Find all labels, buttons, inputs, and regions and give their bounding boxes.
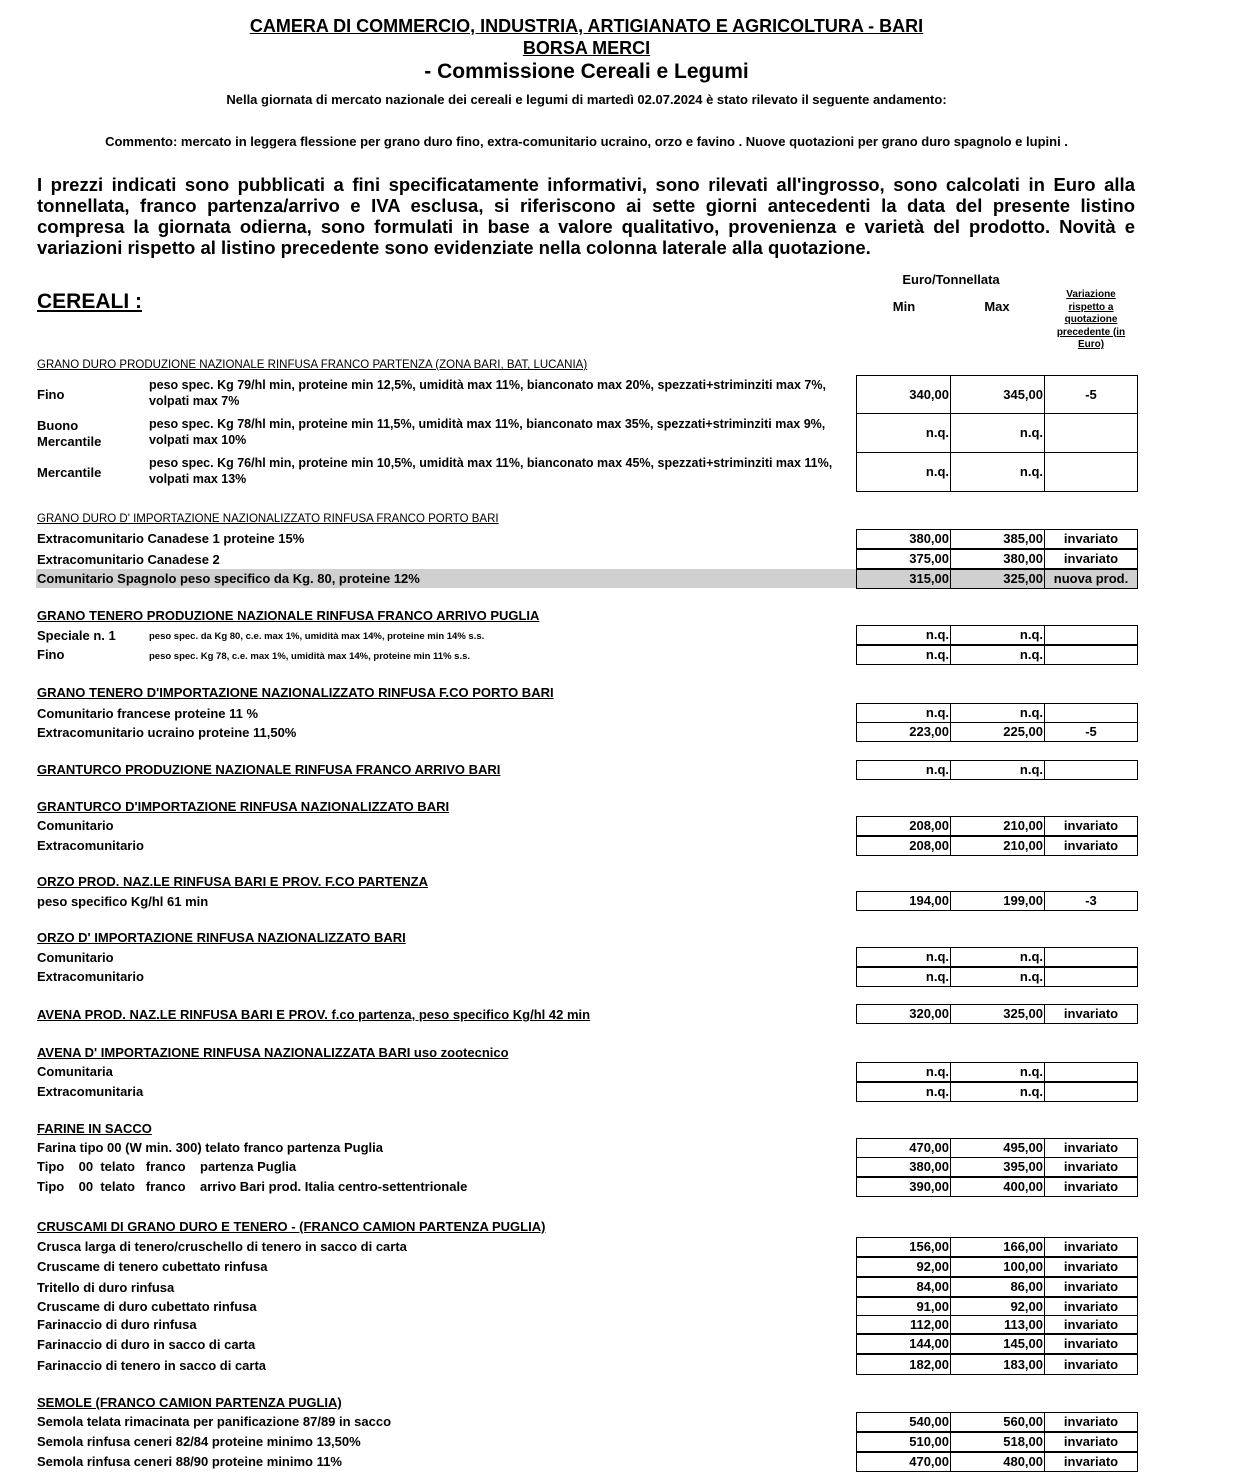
row-label: Cruscame di duro cubettato rinfusa — [37, 1299, 257, 1314]
price-max: 345,00 — [950, 375, 1045, 414]
price-max: 325,00 — [950, 569, 1045, 589]
price-variation — [1044, 625, 1138, 645]
row-label: Mercantile — [37, 465, 102, 480]
price-min: 540,00 — [856, 1412, 951, 1432]
row-description: peso spec. da Kg 80, c.e. max 1%, umidità max 14%, proteine min 14% s.s. — [149, 631, 485, 642]
price-max: 92,00 — [950, 1297, 1045, 1316]
section-title: SEMOLE (FRANCO CAMION PARTENZA PUGLIA) — [37, 1395, 342, 1410]
row-label: Tipo 00 telato franco partenza Puglia — [37, 1159, 297, 1174]
price-max: 100,00 — [950, 1257, 1045, 1277]
price-min: 84,00 — [856, 1277, 951, 1297]
row-label: Fino — [37, 647, 65, 662]
price-min: 194,00 — [856, 891, 951, 911]
price-min: 208,00 — [856, 836, 951, 856]
price-min: 156,00 — [856, 1237, 951, 1257]
price-max: 113,00 — [950, 1315, 1045, 1334]
price-max: 166,00 — [950, 1237, 1045, 1257]
price-max: n.q. — [950, 967, 1045, 987]
price-min: n.q. — [856, 452, 951, 492]
row-label: Farina tipo 00 (W min. 300) telato franco partenza Puglia — [37, 1140, 384, 1155]
section-title: AVENA PROD. NAZ.LE RINFUSA BARI E PROV. f.co partenza, peso specifico Kg/hl 42 min — [37, 1007, 591, 1022]
row-label: Comunitaria — [37, 1064, 113, 1079]
price-min: 375,00 — [856, 549, 951, 569]
price-variation: -5 — [1044, 375, 1138, 414]
row-label: Semola telata rimacinata per panificazione 87/89 in sacco — [37, 1414, 392, 1429]
price-variation — [1044, 703, 1138, 723]
price-max: 385,00 — [950, 529, 1045, 549]
price-variation: -3 — [1044, 891, 1138, 911]
price-variation: -5 — [1044, 722, 1138, 742]
section-title: GRANO DURO D' IMPORTAZIONE NAZIONALIZZATO RINFUSA FRANCO PORTO BARI — [37, 513, 499, 525]
price-variation: nuova prod. — [1044, 569, 1138, 589]
market-intro: Nella giornata di mercato nazionale dei cereali e legumi di martedì 02.07.2024 è stato rilevato il seguente andamento: — [226, 92, 947, 107]
price-variation — [1044, 947, 1138, 967]
min-header: Min — [892, 299, 916, 314]
price-variation: invariato — [1044, 836, 1138, 856]
price-variation — [1044, 760, 1138, 780]
row-label: Comunitario Spagnolo peso specifico da Kg. 80, proteine 12% — [37, 571, 420, 586]
price-max: 210,00 — [950, 836, 1045, 856]
row-label: Farinaccio di duro in sacco di carta — [37, 1337, 256, 1352]
section-title: GRANO TENERO D'IMPORTAZIONE NAZIONALIZZATO RINFUSA F.CO PORTO BARI — [37, 685, 554, 700]
row-label: Speciale n. 1 — [37, 628, 116, 643]
price-max: 210,00 — [950, 816, 1045, 836]
row-label: Comunitario — [37, 818, 114, 833]
section-title: GRANTURCO PRODUZIONE NAZIONALE RINFUSA FRANCO ARRIVO BARI — [37, 762, 501, 777]
price-max: n.q. — [950, 452, 1045, 492]
price-min: 390,00 — [856, 1177, 951, 1197]
price-variation — [1044, 413, 1138, 453]
price-variation: invariato — [1044, 549, 1138, 569]
price-max: 199,00 — [950, 891, 1045, 911]
price-variation: invariato — [1044, 1412, 1138, 1432]
price-max: 145,00 — [950, 1334, 1045, 1354]
price-min: n.q. — [856, 1082, 951, 1102]
row-label: Tritello di duro rinfusa — [37, 1280, 175, 1295]
row-label: Cruscame di tenero cubettato rinfusa — [37, 1259, 268, 1274]
row-label: Crusca larga di tenero/cruschello di tenero in sacco di carta — [37, 1239, 407, 1254]
price-max: 395,00 — [950, 1157, 1045, 1177]
price-max: 325,00 — [950, 1004, 1045, 1024]
price-min: n.q. — [856, 967, 951, 987]
price-max: 225,00 — [950, 722, 1045, 742]
price-variation: invariato — [1044, 816, 1138, 836]
row-description: peso spec. Kg 78/hl min, proteine min 11,5%, umidità max 11%, bianconato max 35%, spezzati+striminziti max 9%, volpati max 10% — [149, 417, 826, 447]
price-min: n.q. — [856, 760, 951, 780]
row-label: Extracomunitario Canadese 2 — [37, 552, 220, 567]
price-min: 380,00 — [856, 1157, 951, 1177]
section-title: CRUSCAMI DI GRANO DURO E TENERO - (FRANCO CAMION PARTENZA PUGLIA) — [37, 1219, 546, 1234]
price-max: 480,00 — [950, 1452, 1045, 1472]
price-variation: invariato — [1044, 1432, 1138, 1452]
price-min: 144,00 — [856, 1334, 951, 1354]
price-max: 400,00 — [950, 1177, 1045, 1197]
section-title: ORZO PROD. NAZ.LE RINFUSA BARI E PROV. F.CO PARTENZA — [37, 874, 428, 889]
price-min: n.q. — [856, 625, 951, 645]
price-min: n.q. — [856, 947, 951, 967]
price-min: 223,00 — [856, 722, 951, 742]
row-label: Extracomunitario ucraino proteine 11,50% — [37, 725, 297, 740]
price-max: n.q. — [950, 1062, 1045, 1082]
price-min: 510,00 — [856, 1432, 951, 1452]
price-min: n.q. — [856, 645, 951, 665]
section-title: ORZO D' IMPORTAZIONE RINFUSA NAZIONALIZZATO BARI — [37, 930, 406, 945]
cereali-heading: CEREALI : — [37, 290, 142, 313]
max-header: Max — [984, 299, 1010, 314]
price-min: 208,00 — [856, 816, 951, 836]
price-variation: invariato — [1044, 1277, 1138, 1297]
price-min: 380,00 — [856, 529, 951, 549]
section-title: GRANTURCO D'IMPORTAZIONE RINFUSA NAZIONALIZZATO BARI — [37, 799, 450, 814]
price-variation: invariato — [1044, 529, 1138, 549]
price-max: n.q. — [950, 947, 1045, 967]
price-min: 182,00 — [856, 1354, 951, 1375]
section-title: GRANO DURO PRODUZIONE NAZIONALE RINFUSA FRANCO PARTENZA (ZONA BARI, BAT, LUCANIA) — [37, 359, 588, 371]
market-comment: Commento: mercato in leggera flessione per grano duro fino, extra-comunitario ucraino, orzo e favino . Nuove quotazioni per grano duro spagnolo e lupini . — [105, 134, 1068, 149]
price-min: 91,00 — [856, 1297, 951, 1316]
price-max: 560,00 — [950, 1412, 1045, 1432]
section-title: AVENA D' IMPORTAZIONE RINFUSA NAZIONALIZZATA BARI uso zootecnico — [37, 1045, 509, 1060]
row-label: Extracomunitaria — [37, 1084, 144, 1099]
section-title: GRANO TENERO PRODUZIONE NAZIONALE RINFUSA FRANCO ARRIVO PUGLIA — [37, 608, 540, 623]
row-label: Extracomunitario — [37, 969, 144, 984]
price-variation — [1044, 967, 1138, 987]
price-max: n.q. — [950, 645, 1045, 665]
price-max: n.q. — [950, 760, 1045, 780]
row-label: Tipo 00 telato franco arrivo Bari prod. Italia centro-settentrionale — [37, 1179, 468, 1194]
price-variation — [1044, 1082, 1138, 1102]
row-label: Semola rinfusa ceneri 88/90 proteine minimo 11% — [37, 1454, 342, 1469]
price-variation — [1044, 1062, 1138, 1082]
price-min: 92,00 — [856, 1257, 951, 1277]
price-min: 340,00 — [856, 375, 951, 414]
price-max: 380,00 — [950, 549, 1045, 569]
row-description: peso spec. Kg 78, c.e. max 1%, umidità max 14%, proteine min 11% s.s. — [149, 651, 471, 662]
price-variation: invariato — [1044, 1138, 1138, 1158]
row-label: Extracomunitario — [37, 838, 144, 853]
price-max: n.q. — [950, 625, 1045, 645]
price-variation: invariato — [1044, 1315, 1138, 1334]
price-max: n.q. — [950, 413, 1045, 453]
row-label: peso specifico Kg/hl 61 min — [37, 894, 209, 909]
borsa-merci-title: BORSA MERCI — [522, 38, 651, 58]
disclaimer: I prezzi indicati sono pubblicati a fini specificatamente informativi, sono rilevati all'ingrosso, sono calcolati in Euro alla tonnellata, franco partenza/arrivo e IVA esclusa, si riferiscono ai sette giorni antecedenti la data del presente listino compresa la giornata odierna, sono formulati in base a valore qualitativo, provenienza e varietà del prodotto. Novità e variazioni rispetto al listino precedente sono evidenziate nella colonna laterale alla quotazione. — [37, 174, 1135, 258]
section-title: FARINE IN SACCO — [37, 1121, 152, 1136]
price-min: n.q. — [856, 703, 951, 723]
row-label: Farinaccio di duro rinfusa — [37, 1317, 197, 1332]
price-max: 86,00 — [950, 1277, 1045, 1297]
price-variation: invariato — [1044, 1297, 1138, 1316]
price-variation: invariato — [1044, 1177, 1138, 1197]
price-variation — [1044, 452, 1138, 492]
price-variation: invariato — [1044, 1354, 1138, 1375]
price-max: n.q. — [950, 1082, 1045, 1102]
price-variation: invariato — [1044, 1004, 1138, 1024]
row-label: Buono Mercantile — [37, 418, 102, 449]
price-min: n.q. — [856, 1062, 951, 1082]
price-min: 320,00 — [856, 1004, 951, 1024]
price-min: n.q. — [856, 413, 951, 453]
price-max: n.q. — [950, 703, 1045, 723]
row-label: Comunitario francese proteine 11 % — [37, 706, 259, 721]
price-variation: invariato — [1044, 1334, 1138, 1354]
price-variation: invariato — [1044, 1157, 1138, 1177]
row-label: Extracomunitario Canadese 1 proteine 15% — [37, 531, 305, 546]
price-min: 112,00 — [856, 1315, 951, 1334]
variation-header: Variazione rispetto a quotazione precedente (in Euro) — [1056, 289, 1126, 350]
price-variation: invariato — [1044, 1257, 1138, 1277]
price-max: 518,00 — [950, 1432, 1045, 1452]
price-min: 470,00 — [856, 1452, 951, 1472]
row-description: peso spec. Kg 79/hl min, proteine min 12,5%, umidità max 11%, bianconato max 20%, spezzati+striminziti max 7%, volpati max 7% — [149, 378, 826, 408]
price-min: 470,00 — [856, 1138, 951, 1158]
row-label: Semola rinfusa ceneri 82/84 proteine minimo 13,50% — [37, 1434, 361, 1449]
commission-title: - Commissione Cereali e Legumi — [424, 60, 749, 83]
row-label: Farinaccio di tenero in sacco di carta — [37, 1358, 267, 1373]
price-max: 495,00 — [950, 1138, 1045, 1158]
price-variation: invariato — [1044, 1452, 1138, 1472]
price-variation: invariato — [1044, 1237, 1138, 1257]
price-variation — [1044, 645, 1138, 665]
row-label: Comunitario — [37, 950, 114, 965]
price-max: 183,00 — [950, 1354, 1045, 1375]
chamber-title: CAMERA DI COMMERCIO, INDUSTRIA, ARTIGIANATO E AGRICOLTURA - BARI — [249, 16, 924, 36]
row-label: Fino — [37, 387, 65, 402]
row-description: peso spec. Kg 76/hl min, proteine min 10,5%, umidità max 11%, bianconato max 45%, spezzati+striminziti max 11%, volpati max 13% — [149, 456, 833, 486]
price-min: 315,00 — [856, 569, 951, 589]
unit-header: Euro/Tonnellata — [902, 272, 1000, 287]
